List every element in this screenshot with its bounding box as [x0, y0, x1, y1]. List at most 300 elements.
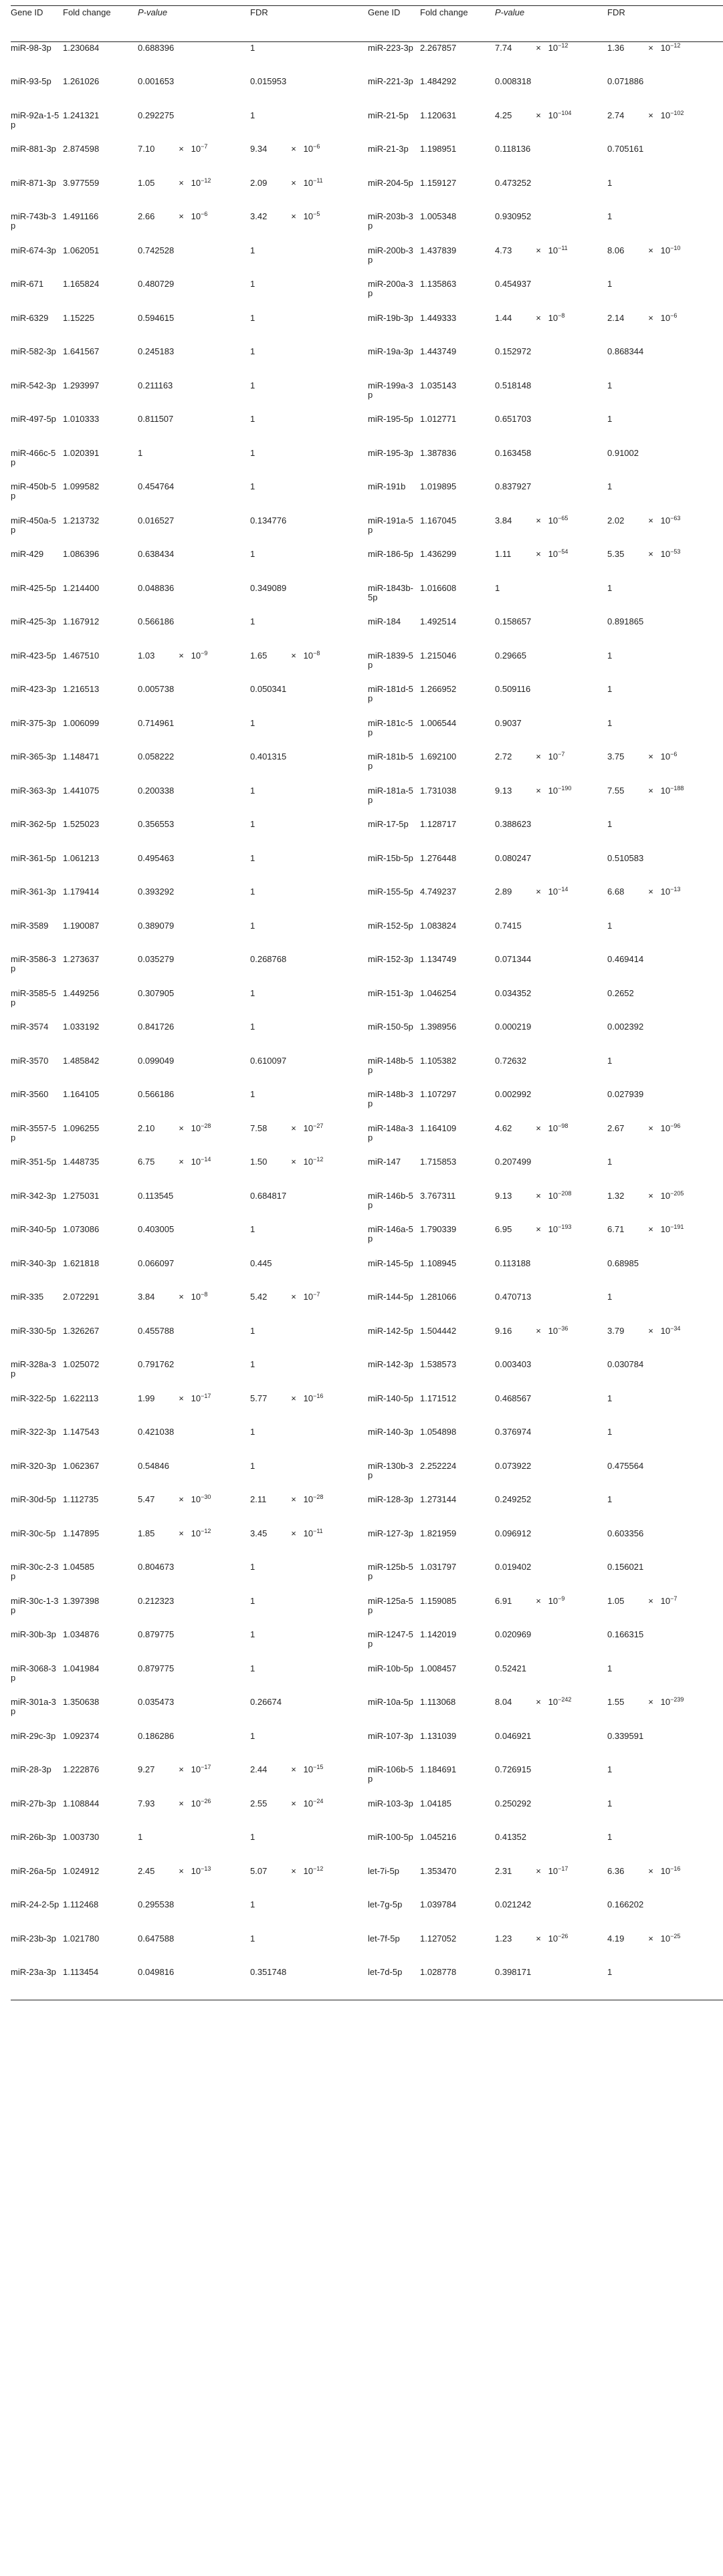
times-sign: ×	[179, 1123, 184, 1133]
right-fdr-cell: 0.68985	[607, 1258, 639, 1268]
sci-exponent: −208	[558, 1189, 572, 1197]
table-row	[11, 852, 723, 887]
right-gene-id-cell: miR-145-5p	[368, 1258, 413, 1268]
times-sign: ×	[648, 1595, 653, 1606]
left-gene-id-cell: miR-3557-5p	[11, 1123, 56, 1143]
right-p-value-cell: 0.019402	[495, 1562, 532, 1572]
left-fdr-cell: 1	[250, 1832, 255, 1842]
times-sign: ×	[648, 1865, 653, 1876]
left-gene-id-cell: miR-361-3p	[11, 887, 56, 897]
times-sign: ×	[536, 1190, 541, 1201]
sci-exponent: −193	[558, 1223, 572, 1230]
right-gene-id-cell: miR-181c-5p	[368, 717, 413, 737]
ten-base: 10	[546, 245, 558, 255]
sci-mantissa: 1.44	[495, 312, 512, 323]
left-fdr-cell: 1	[250, 1933, 255, 1944]
times-sign: ×	[291, 1292, 296, 1302]
table-row	[11, 1831, 723, 1865]
table-row	[11, 1123, 723, 1157]
left-p-value-cell: 0.211163	[138, 380, 173, 390]
times-sign: ×	[648, 312, 653, 323]
right-p-value-cell: 0.002992	[495, 1089, 532, 1099]
times-sign: ×	[291, 1123, 296, 1133]
ten-base: 10	[658, 515, 671, 525]
ten-base: 10	[658, 1224, 671, 1234]
right-gene-id-cell: miR-200a-3p	[368, 279, 413, 298]
right-p-value-cell	[495, 548, 607, 582]
left-fdr-cell: 1	[250, 279, 255, 289]
right-gene-id-cell: miR-100-5p	[368, 1832, 413, 1842]
ten-base: 10	[546, 1123, 558, 1133]
right-gene-id-cell: miR-148a-3p	[368, 1123, 413, 1143]
times-sign: ×	[179, 211, 184, 221]
right-fold-change-cell: 1.715853	[420, 1157, 457, 1167]
left-fold-change-cell: 1.350638	[63, 1697, 100, 1707]
sci-mantissa: 1.03	[138, 650, 155, 661]
right-fdr-cell: 1	[607, 1427, 613, 1437]
right-gene-id-cell: miR-19a-3p	[368, 346, 413, 356]
right-fdr-cell	[607, 1595, 723, 1629]
right-gene-id-cell: miR-107-3p	[368, 1730, 413, 1741]
right-fdr-cell	[607, 751, 723, 785]
right-p-value-cell	[495, 1933, 607, 1967]
right-fdr-cell: 0.475564	[607, 1460, 644, 1471]
ten-base: 10	[546, 751, 558, 762]
left-p-value-cell: 0.421038	[138, 1427, 175, 1437]
right-fold-change-cell: 1.171512	[420, 1393, 457, 1403]
left-fdr-cell	[250, 1393, 368, 1427]
right-fdr-cell: 1	[607, 684, 613, 694]
left-fold-change-cell: 1.641567	[63, 346, 100, 356]
left-fold-change-cell: 1.190087	[63, 920, 100, 931]
left-fold-change-cell: 1.092374	[63, 1730, 100, 1741]
right-p-value-cell: 0.163458	[495, 447, 532, 458]
right-fold-change-cell: 1.353470	[420, 1865, 457, 1876]
right-gene-id-cell: let-7f-5p	[368, 1933, 400, 1944]
sci-exponent: −17	[201, 1392, 211, 1399]
left-fdr-cell: 1	[250, 1899, 255, 1909]
left-fold-change-cell: 1.020391	[63, 447, 100, 458]
left-p-value-cell: 0.113545	[138, 1190, 174, 1201]
right-fold-change-cell: 1.164109	[420, 1123, 457, 1133]
table-row	[11, 1393, 723, 1427]
table-row	[11, 953, 723, 987]
table-row	[11, 818, 723, 852]
left-p-value-cell: 0.049816	[138, 1967, 175, 1977]
sci-mantissa: 9.16	[495, 1325, 512, 1336]
table-row	[11, 76, 723, 110]
times-sign: ×	[648, 1325, 653, 1336]
sci-mantissa: 5.47	[138, 1494, 155, 1504]
left-fold-change-cell: 1.021780	[63, 1933, 100, 1944]
right-fdr-cell: 1	[607, 1292, 613, 1302]
left-gene-id-cell: miR-361-5p	[11, 852, 56, 863]
left-gene-id-cell: miR-375-3p	[11, 717, 56, 728]
right-fold-change-cell: 1.108945	[420, 1258, 457, 1268]
right-p-value-cell: 0.454937	[495, 279, 532, 289]
right-gene-id-cell: miR-199a-3p	[368, 380, 413, 400]
right-fdr-cell: 1	[607, 380, 613, 390]
right-gene-id-cell: let-7g-5p	[368, 1899, 403, 1909]
left-gene-id-cell: miR-3589	[11, 920, 49, 931]
right-p-value-cell: 0.020969	[495, 1629, 532, 1639]
table-row	[11, 1055, 723, 1089]
mirna-table	[11, 5, 723, 2000]
ten-base: 10	[301, 1393, 314, 1403]
right-gene-id-cell: miR-204-5p	[368, 177, 413, 188]
right-p-value-cell	[495, 1190, 607, 1224]
right-fdr-cell: 1	[607, 481, 613, 491]
table-row	[11, 1088, 723, 1123]
table-row	[11, 1865, 723, 1899]
right-gene-id-cell: miR-125b-5p	[368, 1562, 413, 1581]
right-gene-id-cell: miR-10a-5p	[368, 1697, 413, 1707]
right-p-value-cell: 0.651703	[495, 414, 532, 424]
times-sign: ×	[536, 515, 541, 525]
table-row	[11, 245, 723, 279]
left-p-value-cell: 0.480729	[138, 279, 175, 289]
right-p-value-cell: 0.008318	[495, 76, 532, 86]
ten-base: 10	[189, 1292, 201, 1302]
right-p-value-cell: 0.468567	[495, 1393, 532, 1403]
right-gene-id-cell: miR-195-5p	[368, 414, 413, 424]
left-gene-id-cell: miR-30b-3p	[11, 1629, 56, 1639]
right-fdr-cell	[607, 1696, 723, 1730]
right-fdr-cell: 1	[607, 650, 613, 661]
right-gene-id-cell: miR-17-5p	[368, 819, 409, 829]
sci-mantissa: 1.11	[495, 549, 512, 559]
right-fold-change-cell: 1.028778	[420, 1967, 457, 1977]
right-fold-change-cell: 1.107297	[420, 1089, 457, 1099]
left-gene-id-cell: miR-30c-5p	[11, 1528, 56, 1538]
left-gene-id-cell: miR-27b-3p	[11, 1798, 56, 1808]
right-p-value-cell: 0.52421	[495, 1663, 526, 1673]
left-gene-id-cell: miR-29c-3p	[11, 1730, 56, 1741]
right-fold-change-cell: 1.273144	[420, 1494, 457, 1504]
right-p-value-cell	[495, 312, 607, 346]
ten-base: 10	[189, 177, 201, 188]
header-p-value	[495, 6, 607, 42]
table-row	[11, 346, 723, 380]
left-fold-change-cell: 1.148471	[63, 751, 100, 762]
table-row	[11, 447, 723, 481]
left-fdr-cell	[250, 143, 368, 177]
table-row	[11, 312, 723, 346]
times-sign: ×	[179, 1528, 184, 1538]
right-fold-change-cell: 1.387836	[420, 447, 457, 458]
table-row	[11, 1629, 723, 1663]
right-fold-change-cell: 1.005348	[420, 211, 457, 221]
sci-exponent: −14	[201, 1156, 211, 1163]
left-fdr-cell: 1	[250, 616, 255, 626]
left-p-value-cell: 0.001653	[138, 76, 175, 86]
table-row	[11, 987, 723, 1022]
right-gene-id-cell: miR-1843b-5p	[368, 582, 413, 602]
times-sign: ×	[291, 1393, 296, 1403]
left-p-value-cell: 1	[138, 447, 143, 458]
left-p-value-cell: 0.200338	[138, 785, 175, 796]
left-fdr-cell: 1	[250, 549, 255, 559]
right-fdr-cell: 0.166202	[607, 1899, 644, 1909]
left-fdr-cell: 0.445	[250, 1258, 272, 1268]
left-fold-change-cell: 1.025072	[63, 1359, 100, 1369]
left-p-value-cell: 0.245183	[138, 346, 175, 356]
left-fold-change-cell: 1.062051	[63, 245, 100, 255]
right-p-value-cell: 0.071344	[495, 954, 532, 964]
right-p-value-cell: 0.207499	[495, 1157, 532, 1167]
left-p-value-cell: 0.295538	[138, 1899, 175, 1909]
sci-exponent: −96	[670, 1122, 681, 1129]
table-row	[11, 582, 723, 616]
right-fdr-cell	[607, 312, 723, 346]
left-fdr-cell: 0.684817	[250, 1190, 287, 1201]
times-sign: ×	[648, 887, 653, 897]
times-sign: ×	[179, 650, 184, 661]
right-fdr-cell: 0.91002	[607, 447, 639, 458]
sci-exponent: −25	[670, 1932, 681, 1940]
left-p-value-cell: 0.811507	[138, 414, 174, 424]
sci-exponent: −34	[670, 1324, 681, 1332]
right-gene-id-cell: miR-191b	[368, 481, 406, 491]
table-row	[11, 1460, 723, 1494]
right-p-value-cell	[495, 1123, 607, 1157]
left-p-value-cell	[138, 1123, 250, 1157]
table-row	[11, 1426, 723, 1460]
left-p-value-cell	[138, 211, 250, 245]
ten-base: 10	[189, 1865, 201, 1876]
table-row	[11, 515, 723, 549]
left-fold-change-cell: 1.293997	[63, 380, 100, 390]
sci-mantissa: 1.85	[138, 1528, 155, 1538]
left-p-value-cell	[138, 143, 250, 177]
sci-mantissa: 4.73	[495, 245, 512, 255]
sci-exponent: −11	[313, 177, 323, 184]
times-sign: ×	[179, 1393, 184, 1403]
left-fdr-cell: 0.134776	[250, 515, 287, 525]
ten-base: 10	[658, 1595, 671, 1606]
right-fdr-cell: 0.156021	[607, 1562, 644, 1572]
right-gene-id-cell: miR-150-5p	[368, 1022, 413, 1032]
left-fold-change-cell: 2.072291	[63, 1292, 100, 1302]
right-gene-id-cell: miR-10b-5p	[368, 1663, 413, 1673]
left-fold-change-cell: 1.467510	[63, 650, 100, 661]
table-body	[11, 42, 723, 2000]
left-gene-id-cell: miR-423-5p	[11, 650, 56, 661]
times-sign: ×	[179, 1157, 184, 1167]
left-fold-change-cell: 1.261026	[63, 76, 100, 86]
right-fold-change-cell: 1.127052	[420, 1933, 457, 1944]
left-fdr-cell: 1	[250, 346, 255, 356]
left-fold-change-cell: 1.241321	[63, 110, 100, 120]
sci-mantissa: 2.44	[250, 1764, 268, 1774]
table-row	[11, 650, 723, 684]
left-p-value-cell: 0.186286	[138, 1730, 175, 1741]
ten-base: 10	[658, 1697, 671, 1707]
ten-base: 10	[301, 1292, 314, 1302]
left-fdr-cell	[250, 1764, 368, 1798]
sci-exponent: −28	[313, 1494, 324, 1500]
sci-mantissa: 2.45	[138, 1865, 155, 1876]
left-fdr-cell	[250, 211, 368, 245]
sci-mantissa: 3.79	[607, 1325, 625, 1336]
left-fold-change-cell: 1.273637	[63, 954, 100, 964]
sci-mantissa: 3.84	[495, 515, 512, 525]
sci-mantissa: 2.89	[495, 887, 512, 897]
right-fdr-cell: 1	[607, 582, 613, 593]
right-p-value-cell	[495, 1696, 607, 1730]
right-p-value-cell: 0.398171	[495, 1967, 532, 1977]
left-fold-change-cell: 1.485842	[63, 1055, 100, 1066]
sci-mantissa: 8.04	[495, 1697, 512, 1707]
sci-exponent: −98	[558, 1122, 569, 1129]
ten-base: 10	[658, 1190, 671, 1201]
left-fdr-cell: 0.015953	[250, 76, 287, 86]
left-fold-change-cell: 1.033192	[63, 1022, 100, 1032]
right-gene-id-cell: miR-155-5p	[368, 887, 413, 897]
right-fold-change-cell: 1.120631	[420, 110, 457, 120]
right-gene-id-cell: miR-181d-5p	[368, 684, 413, 703]
table-row	[11, 1966, 723, 2000]
right-gene-id-cell: miR-130b-3p	[368, 1460, 413, 1480]
left-fdr-cell: 1	[250, 819, 255, 829]
left-fold-change-cell: 1.449256	[63, 987, 100, 998]
left-gene-id-cell: miR-671	[11, 279, 44, 289]
right-gene-id-cell: miR-152-5p	[368, 920, 413, 931]
left-fdr-cell: 1	[250, 1595, 255, 1606]
sci-exponent: −6	[670, 751, 678, 757]
right-gene-id-cell: miR-1839-5p	[368, 650, 413, 670]
left-p-value-cell: 0.742528	[138, 245, 175, 255]
right-fdr-cell	[607, 1123, 723, 1157]
times-sign: ×	[648, 245, 653, 255]
sci-exponent: −10	[670, 244, 681, 251]
right-gene-id-cell: miR-140-5p	[368, 1393, 413, 1403]
table-header	[11, 6, 723, 42]
left-gene-id-cell: miR-466c-5p	[11, 447, 56, 467]
right-p-value-cell: 0.000219	[495, 1022, 532, 1032]
left-p-value-cell	[138, 1798, 250, 1832]
sci-mantissa: 7.10	[138, 144, 155, 154]
ten-base: 10	[546, 1190, 558, 1201]
table-row	[11, 1258, 723, 1292]
right-gene-id-cell: miR-148b-5p	[368, 1055, 413, 1075]
right-fdr-cell: 1	[607, 1798, 613, 1808]
ten-base: 10	[301, 177, 314, 188]
left-p-value-cell: 0.016527	[138, 515, 175, 525]
sci-exponent: −17	[558, 1865, 569, 1872]
right-p-value-cell	[495, 785, 607, 819]
right-fold-change-cell: 1.215046	[420, 650, 457, 661]
left-fold-change-cell: 1.222876	[63, 1764, 100, 1774]
right-p-value-cell: 0.376974	[495, 1427, 532, 1437]
right-p-value-cell	[495, 1223, 607, 1258]
left-gene-id-cell: miR-871-3p	[11, 177, 56, 188]
sci-mantissa: 4.25	[495, 110, 512, 120]
left-fdr-cell: 0.050341	[250, 684, 287, 694]
left-fdr-cell: 1	[250, 987, 255, 998]
ten-base: 10	[546, 110, 558, 120]
sci-exponent: −26	[558, 1932, 569, 1940]
left-p-value-cell: 0.566186	[138, 1089, 175, 1099]
left-fdr-cell	[250, 1528, 368, 1562]
ten-base: 10	[189, 1764, 201, 1774]
left-fold-change-cell: 1.024912	[63, 1865, 100, 1876]
left-gene-id-cell: miR-582-3p	[11, 346, 56, 356]
left-fold-change-cell: 1.179414	[63, 887, 100, 897]
left-fold-change-cell: 1.15225	[63, 312, 94, 323]
times-sign: ×	[648, 751, 653, 762]
left-gene-id-cell: miR-674-3p	[11, 245, 56, 255]
left-fold-change-cell: 1.003730	[63, 1832, 100, 1842]
left-gene-id-cell: miR-362-5p	[11, 819, 56, 829]
sci-mantissa: 9.27	[138, 1764, 155, 1774]
left-fdr-cell: 1	[250, 1224, 255, 1234]
sci-exponent: −53	[670, 548, 681, 555]
left-fdr-cell	[250, 1494, 368, 1528]
left-fold-change-cell: 1.113454	[63, 1967, 99, 1977]
left-gene-id-cell: miR-30d-5p	[11, 1494, 56, 1504]
left-p-value-cell: 0.099049	[138, 1055, 175, 1066]
ten-base: 10	[658, 1123, 671, 1133]
right-gene-id-cell: miR-147	[368, 1157, 401, 1167]
ten-base: 10	[189, 1528, 201, 1538]
right-fold-change-cell: 1.276448	[420, 852, 457, 863]
right-fdr-cell: 0.603356	[607, 1528, 644, 1538]
right-fold-change-cell: 2.252224	[420, 1460, 457, 1471]
header-row	[11, 6, 723, 42]
right-fdr-cell: 1	[607, 1393, 613, 1403]
left-fold-change-cell: 2.874598	[63, 144, 100, 154]
left-fdr-cell: 0.268768	[250, 954, 287, 964]
right-fold-change-cell: 1.266952	[420, 684, 457, 694]
ten-base: 10	[546, 1224, 558, 1234]
sci-exponent: −8	[313, 649, 320, 657]
left-p-value-cell	[138, 1393, 250, 1427]
sci-mantissa: 3.75	[607, 751, 625, 762]
times-sign: ×	[179, 1494, 184, 1504]
sci-mantissa: 3.84	[138, 1292, 155, 1302]
times-sign: ×	[536, 312, 541, 323]
right-fold-change-cell: 1.054898	[420, 1427, 457, 1437]
ten-base: 10	[546, 1325, 558, 1336]
right-fdr-cell: 1	[607, 279, 613, 289]
right-fdr-cell: 0.469414	[607, 954, 644, 964]
table-row	[11, 1156, 723, 1190]
times-sign: ×	[536, 1595, 541, 1606]
left-p-value-cell: 0.879775	[138, 1629, 175, 1639]
left-p-value-cell: 0.688396	[138, 43, 175, 53]
ten-base: 10	[546, 312, 558, 323]
left-gene-id-cell: miR-743b-3p	[11, 211, 56, 231]
right-fold-change-cell: 1.016608	[420, 582, 457, 593]
sci-exponent: −12	[201, 1527, 211, 1534]
sci-exponent: −26	[201, 1797, 211, 1804]
right-fold-change-cell: 1.019895	[420, 481, 457, 491]
left-p-value-cell: 0.791762	[138, 1359, 175, 1369]
right-gene-id-cell: let-7i-5p	[368, 1865, 399, 1876]
right-p-value-cell: 0.096912	[495, 1528, 532, 1538]
left-gene-id-cell: miR-30c-2-3p	[11, 1562, 59, 1581]
times-sign: ×	[536, 549, 541, 559]
sci-exponent: −27	[313, 1122, 324, 1129]
ten-base: 10	[546, 887, 558, 897]
sci-mantissa: 1.05	[138, 177, 155, 188]
left-gene-id-cell: miR-497-5p	[11, 414, 56, 424]
ten-base: 10	[546, 1933, 558, 1944]
times-sign: ×	[179, 177, 184, 188]
table-row	[11, 1561, 723, 1595]
left-gene-id-cell: miR-30c-1-3p	[11, 1595, 59, 1615]
